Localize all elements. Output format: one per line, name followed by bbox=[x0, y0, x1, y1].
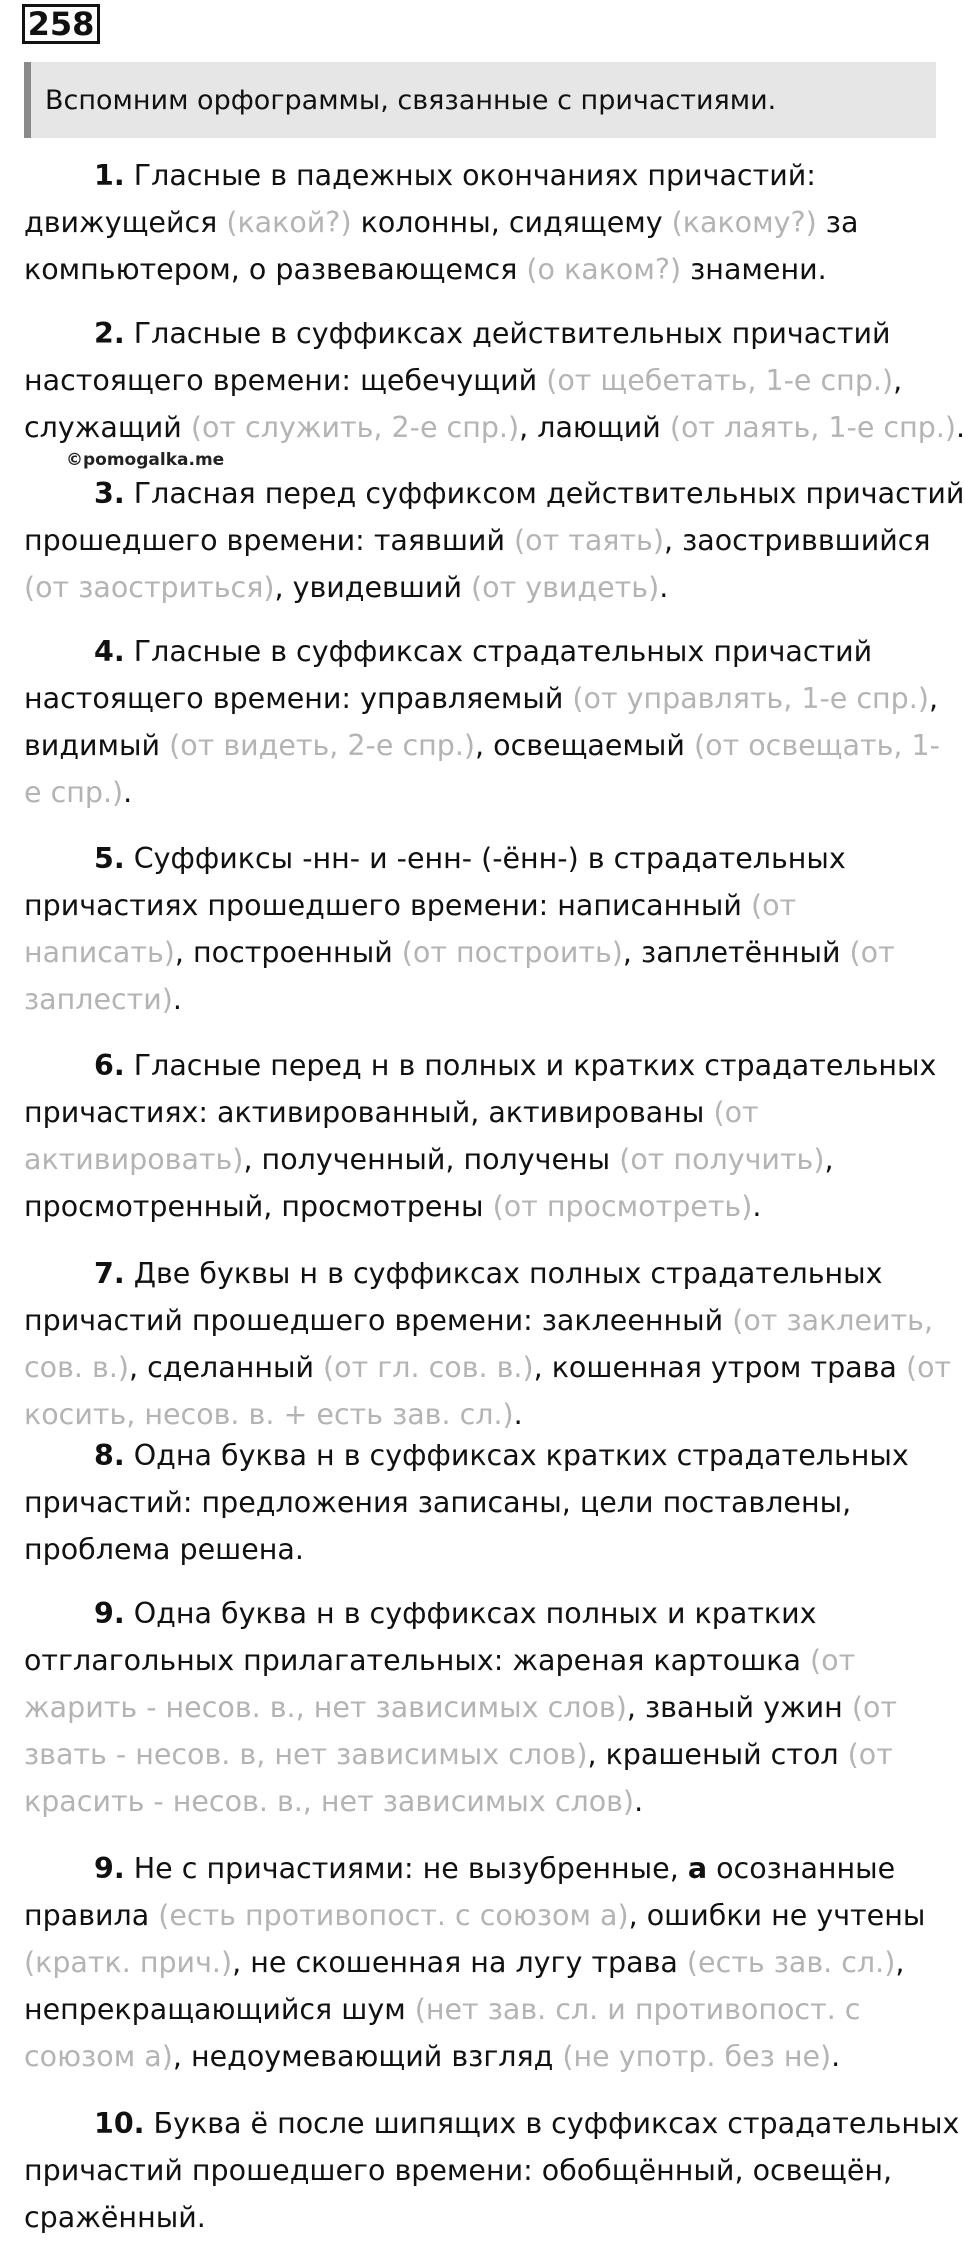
rule-text: сражённый. bbox=[24, 2201, 206, 2234]
rule-text: , построенный bbox=[174, 936, 393, 969]
rule-line bbox=[24, 1432, 936, 1479]
rule-text: причастиях: активированный, активированы bbox=[24, 1096, 705, 1129]
rule-line bbox=[24, 1183, 936, 1230]
rule-text: Гласные перед н в полных и кратких страдательных bbox=[124, 1049, 937, 1082]
note-text: (от таять) bbox=[504, 524, 664, 557]
note-text: косить, несов. в. + есть зав. сл.) bbox=[24, 1398, 514, 1431]
rule-line bbox=[24, 2147, 936, 2194]
note-text: (от bbox=[704, 1096, 759, 1129]
note-text: (от bbox=[741, 889, 797, 922]
rule-text: , кошенная утром трава bbox=[533, 1351, 897, 1384]
rule-line bbox=[24, 199, 936, 246]
rule-text: . bbox=[172, 983, 182, 1016]
rule-line bbox=[24, 1892, 936, 1939]
rule-line bbox=[24, 1684, 936, 1731]
rule-number: 10. bbox=[94, 2107, 145, 2140]
note-text: (от bbox=[896, 1351, 952, 1384]
note-text: (от служить, 2-е спр.) bbox=[181, 411, 520, 444]
rule-text: видимый bbox=[24, 729, 161, 762]
rule-text: Не с причастиями: не вызубренные, bbox=[124, 1852, 688, 1885]
rule-line bbox=[24, 404, 965, 451]
rule-text: . bbox=[123, 776, 133, 809]
note-text: (нет зав. сл. и противопост. с bbox=[405, 1993, 861, 2026]
rule-number: 4. bbox=[94, 635, 125, 668]
rule-number: а bbox=[687, 1852, 708, 1885]
note-text: (от bbox=[838, 1738, 893, 1771]
watermark: ©pomogalka.me bbox=[66, 450, 225, 470]
rule-8 bbox=[24, 1432, 936, 1573]
rule-5 bbox=[24, 835, 936, 1023]
rule-line bbox=[24, 1089, 936, 1136]
rule-line bbox=[24, 1344, 952, 1391]
rule-line bbox=[24, 1637, 936, 1684]
rule-text: непрекращающийся шум bbox=[24, 1993, 406, 2026]
rule-line bbox=[24, 2194, 936, 2241]
note-text: (есть противопост. с союзом а) bbox=[149, 1899, 629, 1932]
note-text: (от просмотреть) bbox=[483, 1190, 753, 1223]
rule-line bbox=[24, 1778, 936, 1825]
rule-text: Гласная перед суффиксом действительных причастий bbox=[124, 477, 965, 510]
note-text: е спр.) bbox=[24, 776, 124, 809]
rule-text: причастий прошедшего времени: заклеенный bbox=[24, 1304, 724, 1337]
rule-text: Гласные в суффиксах страдательных причастий bbox=[124, 635, 873, 668]
rule-text: . bbox=[831, 2040, 841, 2073]
note-text: (какой?) bbox=[217, 206, 361, 239]
note-text: активировать) bbox=[24, 1143, 244, 1176]
rule-text: . bbox=[659, 571, 669, 604]
rule-text: , лающий bbox=[519, 411, 661, 444]
rule-10 bbox=[24, 1845, 936, 2080]
rule-line bbox=[24, 1136, 936, 1183]
rule-line bbox=[24, 310, 936, 357]
note-text: (от управлять, 1-е спр.) bbox=[563, 682, 929, 715]
rule-text: просмотренный, просмотрены bbox=[24, 1190, 484, 1223]
note-text: (от увидеть) bbox=[461, 571, 660, 604]
note-text: звать - несов. в, нет зависимых слов) bbox=[24, 1738, 588, 1771]
rule-line bbox=[24, 1986, 936, 2033]
note-text: (от освещать, 1- bbox=[684, 729, 940, 762]
note-text: (от заостриться) bbox=[24, 571, 275, 604]
rule-text: , ошибки не учтены bbox=[628, 1899, 926, 1932]
rule-text: , крашеный стол bbox=[587, 1738, 839, 1771]
rule-line bbox=[24, 357, 936, 404]
rule-text: , полученный, получены bbox=[243, 1143, 611, 1176]
rule-line bbox=[24, 628, 936, 675]
rule-line bbox=[24, 1042, 936, 1089]
rule-line bbox=[24, 246, 936, 293]
rule-number: 3. bbox=[94, 477, 125, 510]
rule-text: . bbox=[634, 1785, 644, 1818]
rule-text: за bbox=[825, 206, 859, 239]
rule-number: 8. bbox=[94, 1439, 125, 1472]
rule-4 bbox=[24, 628, 940, 816]
rule-line bbox=[24, 470, 965, 517]
note-text: (кратк. прич.) bbox=[24, 1946, 233, 1979]
note-text: (о каком?) bbox=[517, 253, 691, 286]
rule-text: , не скошенная на лугу трава bbox=[232, 1946, 678, 1979]
note-text: (какому?) bbox=[662, 206, 826, 239]
rule-line bbox=[24, 882, 936, 929]
note-text: (есть зав. сл.) bbox=[677, 1946, 896, 1979]
rule-text: Одна буква н в суффиксах полных и кратких bbox=[124, 1597, 817, 1630]
rule-text: служащий bbox=[24, 411, 182, 444]
rule-text: , заостриввшийся bbox=[663, 524, 931, 557]
rule-text: Гласные в падежных окончаниях причастий: bbox=[124, 159, 816, 192]
note-text: (от лаять, 1-е спр.) bbox=[660, 411, 956, 444]
rule-text: Одна буква н в суффиксах кратких страдательных bbox=[124, 1439, 909, 1472]
rule-line bbox=[24, 1590, 936, 1637]
rule-2 bbox=[24, 310, 965, 451]
note-text: (от построить) bbox=[392, 936, 623, 969]
header-text: Вспомним орфограммы, связанные с причастиями. bbox=[45, 84, 777, 116]
rule-text: , освещаемый bbox=[475, 729, 685, 762]
rule-text: причастиях прошедшего времени: написанный bbox=[24, 889, 742, 922]
note-text: (не употр. без не) bbox=[553, 2040, 832, 2073]
rule-text: Буква ё после шипящих в суффиксах страдательных bbox=[144, 2107, 960, 2140]
note-text: союзом а) bbox=[24, 2040, 173, 2073]
rule-line bbox=[24, 722, 940, 769]
rule-3 bbox=[24, 470, 965, 611]
rule-text: осознанные bbox=[707, 1852, 896, 1885]
note-text: (от гл. сов. в.) bbox=[314, 1351, 534, 1384]
note-text: жарить - несов. в., нет зависимых слов) bbox=[24, 1691, 627, 1724]
rule-text: знамени. bbox=[690, 253, 827, 286]
rule-line bbox=[24, 517, 936, 564]
note-text: (от заклеить, bbox=[723, 1304, 934, 1337]
rule-text: , bbox=[893, 364, 903, 397]
rule-text: , bbox=[824, 1143, 834, 1176]
rule-text: , увидевший bbox=[274, 571, 462, 604]
rule-line bbox=[24, 2100, 960, 2147]
rule-text: компьютером, о развевающемся bbox=[24, 253, 518, 286]
rule-text: Две буквы н в суффиксах полных страдательных bbox=[124, 1257, 883, 1290]
rule-number: 5. bbox=[94, 842, 125, 875]
rule-text: Гласные в суффиксах действительных причастий bbox=[124, 317, 891, 350]
rule-11 bbox=[24, 2100, 960, 2241]
note-text: (от щебетать, 1-е спр.) bbox=[537, 364, 894, 397]
rule-text: , недоумевающий взгляд bbox=[172, 2040, 554, 2073]
rule-text: правила bbox=[24, 1899, 150, 1932]
rule-text: , заплетённый bbox=[622, 936, 841, 969]
rule-line bbox=[24, 1526, 936, 1573]
note-text: красить - несов. в., нет зависимых слов) bbox=[24, 1785, 635, 1818]
rule-text: настоящего времени: щебечущий bbox=[24, 364, 538, 397]
rule-1 bbox=[24, 152, 936, 293]
rule-6 bbox=[24, 1042, 936, 1230]
rule-number: 9. bbox=[94, 1852, 125, 1885]
rule-text: движущейся bbox=[24, 206, 218, 239]
rule-text: причастий прошедшего времени: обобщённый, освещён, bbox=[24, 2154, 893, 2187]
rule-text: , bbox=[928, 682, 938, 715]
rule-line bbox=[24, 2033, 936, 2080]
note-text: написать) bbox=[24, 936, 175, 969]
rule-text: прошедшего времени: таявший bbox=[24, 524, 505, 557]
rule-text: отглагольных прилагательных: жареная картошка bbox=[24, 1644, 801, 1677]
rule-line bbox=[24, 564, 936, 611]
rule-line bbox=[24, 1479, 936, 1526]
rule-number: 1. bbox=[94, 159, 125, 192]
rule-text: , званый ужин bbox=[626, 1691, 843, 1724]
rule-line bbox=[24, 1731, 936, 1778]
rule-text: . bbox=[752, 1190, 762, 1223]
rule-line bbox=[24, 1297, 936, 1344]
note-text: (от bbox=[801, 1644, 856, 1677]
rule-text: . bbox=[956, 411, 965, 444]
rule-text: , bbox=[895, 1946, 905, 1979]
exercise-number: 258 bbox=[22, 4, 100, 44]
rule-text: Суффиксы -нн- и -енн- (-ённ-) в страдательных bbox=[124, 842, 846, 875]
rule-line bbox=[24, 675, 936, 722]
rule-text: причастий: предложения записаны, цели поставлены, bbox=[24, 1486, 852, 1519]
note-text: сов. в.) bbox=[24, 1351, 129, 1384]
rule-line bbox=[24, 1250, 936, 1297]
rule-number: 7. bbox=[94, 1257, 125, 1290]
rule-line bbox=[24, 1939, 936, 1986]
rule-7 bbox=[24, 1250, 952, 1438]
note-text: (от bbox=[842, 1691, 898, 1724]
rule-line bbox=[24, 929, 936, 976]
rule-line bbox=[24, 976, 936, 1023]
rule-text: проблема решена. bbox=[24, 1533, 304, 1566]
note-text: заплести) bbox=[24, 983, 173, 1016]
section-header bbox=[24, 62, 936, 138]
note-text: (от получить) bbox=[610, 1143, 825, 1176]
note-text: (от bbox=[840, 936, 895, 969]
rule-number: 9. bbox=[94, 1597, 125, 1630]
note-text: (от видеть, 2-е спр.) bbox=[160, 729, 476, 762]
rule-text: колонны, сидящему bbox=[360, 206, 663, 239]
rule-number: 2. bbox=[94, 317, 125, 350]
rule-line bbox=[24, 1845, 936, 1892]
rule-line bbox=[24, 1391, 936, 1438]
rule-9 bbox=[24, 1590, 936, 1825]
rule-number: 6. bbox=[94, 1049, 125, 1082]
rule-text: , сделанный bbox=[129, 1351, 314, 1384]
rule-line bbox=[24, 152, 936, 199]
rule-line bbox=[24, 769, 936, 816]
rule-text: настоящего времени: управляемый bbox=[24, 682, 564, 715]
rule-text: . bbox=[513, 1398, 523, 1431]
rule-line bbox=[24, 835, 936, 882]
